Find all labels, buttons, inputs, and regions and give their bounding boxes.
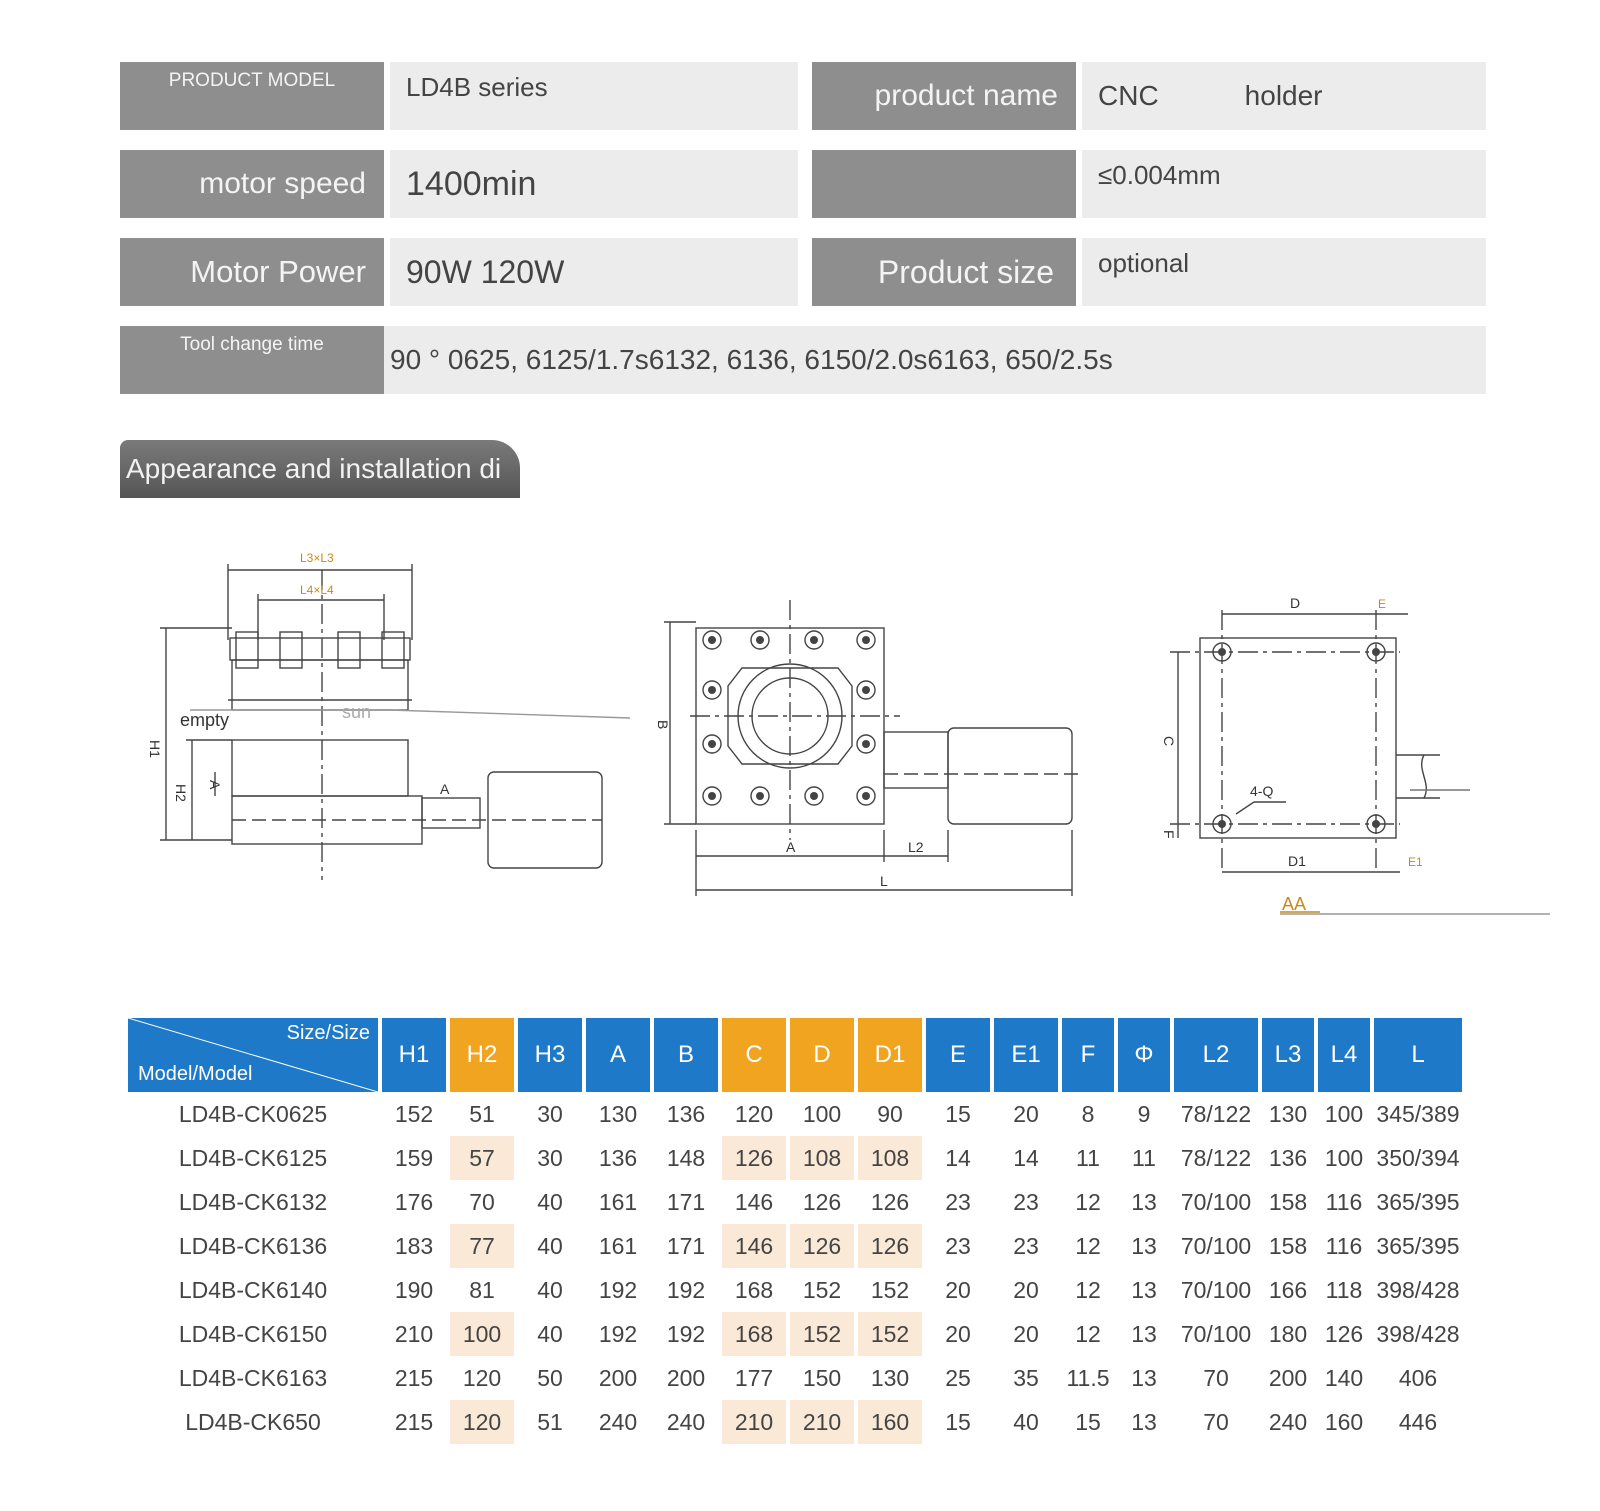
motor-power-value: 90W 120W (390, 238, 798, 306)
value-cell: 11.5 (1066, 1364, 1110, 1391)
col-c: C (722, 1018, 786, 1092)
value-cell: 140 (1324, 1364, 1364, 1391)
value-cell: 70 (1203, 1408, 1229, 1435)
value-cell: 152 (394, 1100, 434, 1127)
col-f: F (1062, 1018, 1114, 1092)
value-cell: 398/428 (1376, 1276, 1460, 1303)
value-cell: 12 (1075, 1320, 1101, 1347)
value-cell: 210 (722, 1400, 786, 1444)
model-cell: LD4B-CK6163 (178, 1364, 328, 1391)
value-cell: 12 (1075, 1188, 1101, 1215)
value-cell: 70 (469, 1188, 495, 1215)
value-cell: 171 (666, 1232, 706, 1259)
value-cell: 158 (1268, 1188, 1308, 1215)
label-c: C (1161, 736, 1177, 747)
accuracy-label (812, 150, 1076, 218)
value-cell: 365/395 (1376, 1232, 1460, 1259)
model-cell: LD4B-CK6125 (178, 1144, 328, 1171)
label-f: F (1161, 830, 1177, 839)
value-cell: 150 (802, 1364, 842, 1391)
top-view-drawing (664, 600, 1080, 896)
table-body (128, 1092, 1462, 1444)
value-cell: 15 (945, 1408, 971, 1435)
value-cell: 51 (469, 1100, 495, 1127)
value-cell: 51 (537, 1408, 563, 1435)
value-cell: 9 (1137, 1100, 1151, 1127)
label-e1: E1 (1408, 855, 1423, 869)
value-cell: 240 (598, 1408, 638, 1435)
value-cell: 30 (537, 1144, 563, 1171)
value-cell: 20 (945, 1320, 971, 1347)
value-cell: 215 (394, 1408, 434, 1435)
value-cell: 108 (790, 1136, 854, 1180)
value-cell: 350/394 (1376, 1144, 1460, 1171)
value-cell: 118 (1325, 1276, 1363, 1303)
table-row (128, 1356, 1462, 1400)
value-cell: 14 (1013, 1144, 1039, 1171)
value-cell: 146 (734, 1188, 774, 1215)
value-cell: 40 (537, 1276, 563, 1303)
value-cell: 116 (1325, 1188, 1363, 1215)
col-l: L (1374, 1018, 1462, 1092)
value-cell: 8 (1081, 1100, 1095, 1127)
value-cell: 130 (598, 1100, 638, 1127)
product-name-value-2: holder (1244, 80, 1323, 111)
value-cell: 13 (1131, 1364, 1157, 1391)
value-cell: 210 (790, 1400, 854, 1444)
product-model-value: LD4B series (390, 62, 798, 130)
value-cell: 152 (858, 1312, 922, 1356)
value-cell: 30 (537, 1100, 563, 1127)
product-size-label: Product size (812, 238, 1076, 306)
model-cell: LD4B-CK6140 (178, 1276, 328, 1303)
table-row (128, 1092, 1462, 1136)
value-cell: 40 (1013, 1408, 1039, 1435)
dimension-table (124, 1018, 1466, 1444)
value-cell: 152 (790, 1312, 854, 1356)
value-cell: 11 (1132, 1144, 1156, 1171)
tool-change-label: Tool change time (120, 326, 384, 394)
col-a: A (586, 1018, 650, 1092)
value-cell: 200 (666, 1364, 706, 1391)
value-cell: 136 (1268, 1144, 1308, 1171)
bolt-holes (703, 631, 1385, 833)
value-cell: 23 (945, 1188, 971, 1215)
value-cell: 78/122 (1180, 1100, 1252, 1127)
value-cell: 190 (394, 1276, 434, 1303)
value-cell: 13 (1131, 1320, 1157, 1347)
product-name-label: product name (812, 62, 1076, 130)
product-size-value: optional (1082, 238, 1486, 306)
value-cell: 11 (1076, 1144, 1100, 1171)
label-a-side: A (207, 780, 223, 790)
value-cell: 70/100 (1180, 1232, 1252, 1259)
value-cell: 159 (394, 1144, 434, 1171)
value-cell: 160 (858, 1400, 922, 1444)
value-cell: 100 (1324, 1144, 1364, 1171)
value-cell: 126 (858, 1224, 922, 1268)
value-cell: 166 (1268, 1276, 1308, 1303)
section-title-tab: Appearance and installation di (120, 440, 520, 498)
col-l4: L4 (1318, 1018, 1370, 1092)
value-cell: 200 (598, 1364, 638, 1391)
value-cell: 50 (537, 1364, 563, 1391)
value-cell: 20 (1013, 1100, 1039, 1127)
value-cell: 365/395 (1376, 1188, 1460, 1215)
value-cell: 20 (1013, 1320, 1039, 1347)
value-cell: 100 (1324, 1100, 1364, 1127)
table-row (128, 1180, 1462, 1224)
value-cell: 192 (598, 1320, 638, 1347)
value-cell: 108 (858, 1136, 922, 1180)
accuracy-value: ≤0.004mm (1082, 150, 1486, 218)
value-cell: 171 (666, 1188, 706, 1215)
value-cell: 192 (666, 1320, 706, 1347)
col-phi: Φ (1118, 1018, 1170, 1092)
value-cell: 183 (394, 1232, 434, 1259)
value-cell: 152 (870, 1276, 910, 1303)
value-cell: 192 (598, 1276, 638, 1303)
value-cell: 20 (945, 1276, 971, 1303)
value-cell: 126 (1324, 1320, 1364, 1347)
product-name-value-1: CNC (1098, 80, 1159, 111)
value-cell: 120 (734, 1100, 774, 1127)
corner-model-label: Model/Model (138, 1063, 253, 1085)
col-l3: L3 (1262, 1018, 1314, 1092)
motor-speed-label: motor speed (120, 150, 384, 218)
bolt-pattern-drawing (1170, 610, 1550, 914)
model-cell: LD4B-CK6150 (178, 1320, 328, 1347)
value-cell: 35 (1013, 1364, 1039, 1391)
value-cell: 70/100 (1180, 1320, 1252, 1347)
value-cell: 120 (462, 1364, 502, 1391)
value-cell: 161 (598, 1188, 638, 1215)
value-cell: 160 (1324, 1408, 1364, 1435)
value-cell: 240 (666, 1408, 706, 1435)
table-row (128, 1136, 1462, 1180)
label-4q: 4-Q (1250, 783, 1274, 799)
value-cell: 14 (945, 1144, 971, 1171)
value-cell: 12 (1075, 1232, 1101, 1259)
value-cell: 70 (1203, 1364, 1229, 1391)
value-cell: 77 (450, 1224, 514, 1268)
value-cell: 13 (1131, 1408, 1157, 1435)
model-cell: LD4B-CK650 (185, 1408, 321, 1435)
value-cell: 126 (870, 1188, 910, 1215)
label-l4: L4×L4 (300, 583, 334, 597)
motor-power-label: Motor Power (120, 238, 384, 306)
value-cell: 23 (1013, 1188, 1039, 1215)
value-cell: 210 (394, 1320, 434, 1347)
value-cell: 13 (1131, 1188, 1157, 1215)
value-cell: 40 (537, 1188, 563, 1215)
model-cell: LD4B-CK0625 (178, 1100, 328, 1127)
value-cell: 398/428 (1376, 1320, 1460, 1347)
value-cell: 13 (1131, 1276, 1157, 1303)
table-row (128, 1224, 1462, 1268)
value-cell: 126 (790, 1224, 854, 1268)
col-h1: H1 (382, 1018, 446, 1092)
label-sun: sun (342, 702, 372, 722)
value-cell: 126 (802, 1188, 842, 1215)
side-view-drawing (160, 564, 630, 880)
value-cell: 168 (722, 1312, 786, 1356)
corner-header (128, 1018, 378, 1092)
table-header-row (128, 1018, 1462, 1092)
model-cell: LD4B-CK6136 (178, 1232, 328, 1259)
value-cell: 130 (870, 1364, 910, 1391)
motor-speed-value: 1400min (390, 150, 798, 218)
value-cell: 152 (802, 1276, 842, 1303)
value-cell: 130 (1268, 1100, 1308, 1127)
value-cell: 57 (450, 1136, 514, 1180)
col-h3: H3 (518, 1018, 582, 1092)
col-d: D (790, 1018, 854, 1092)
value-cell: 126 (722, 1136, 786, 1180)
table-row (128, 1312, 1462, 1356)
value-cell: 161 (598, 1232, 638, 1259)
value-cell: 177 (734, 1364, 774, 1391)
value-cell: 158 (1268, 1232, 1308, 1259)
value-cell: 345/389 (1376, 1100, 1460, 1127)
value-cell: 70/100 (1180, 1188, 1252, 1215)
corner-size-label: Size/Size (286, 1022, 370, 1044)
col-l2: L2 (1174, 1018, 1258, 1092)
value-cell: 148 (666, 1144, 706, 1171)
label-l: L (880, 873, 888, 889)
value-cell: 446 (1398, 1408, 1438, 1435)
value-cell: 100 (802, 1100, 842, 1127)
table-row (128, 1400, 1462, 1444)
col-e: E (926, 1018, 990, 1092)
value-cell: 146 (722, 1224, 786, 1268)
value-cell: 192 (666, 1276, 706, 1303)
value-cell: 23 (1013, 1232, 1039, 1259)
value-cell: 15 (1075, 1408, 1101, 1435)
label-a-shaft: A (440, 781, 450, 797)
value-cell: 25 (945, 1364, 971, 1391)
value-cell: 120 (450, 1400, 514, 1444)
col-d1: D1 (858, 1018, 922, 1092)
value-cell: 40 (537, 1320, 563, 1347)
value-cell: 100 (450, 1312, 514, 1356)
value-cell: 215 (394, 1364, 434, 1391)
value-cell: 136 (598, 1144, 638, 1171)
label-h2: H2 (173, 784, 189, 802)
tool-change-value: 90 ° 0625, 6125/1.7s6132, 6136, 6150/2.0s6163, 650/2.5s (384, 326, 1486, 394)
value-cell: 240 (1268, 1408, 1308, 1435)
value-cell: 78/122 (1180, 1144, 1252, 1171)
value-cell: 70/100 (1180, 1276, 1252, 1303)
label-d1: D1 (1288, 853, 1306, 869)
value-cell: 81 (469, 1276, 495, 1303)
label-h1: H1 (147, 740, 163, 758)
value-cell: 200 (1268, 1364, 1308, 1391)
label-a: A (786, 839, 796, 855)
product-model-label: PRODUCT MODEL (120, 62, 384, 130)
value-cell: 12 (1075, 1276, 1101, 1303)
col-h2: H2 (450, 1018, 514, 1092)
label-empty: empty (180, 710, 230, 730)
table-row (128, 1268, 1462, 1312)
value-cell: 136 (666, 1100, 706, 1127)
value-cell: 15 (945, 1100, 971, 1127)
col-e1: E1 (994, 1018, 1058, 1092)
label-aa: AA (1282, 894, 1307, 914)
model-cell: LD4B-CK6132 (178, 1188, 328, 1215)
value-cell: 90 (877, 1100, 903, 1127)
value-cell: 180 (1268, 1320, 1308, 1347)
label-l3: L3×L3 (300, 551, 334, 565)
value-cell: 406 (1398, 1364, 1438, 1391)
value-cell: 168 (734, 1276, 774, 1303)
label-d: D (1290, 595, 1301, 611)
col-b: B (654, 1018, 718, 1092)
value-cell: 116 (1325, 1232, 1363, 1259)
value-cell: 23 (945, 1232, 971, 1259)
value-cell: 13 (1131, 1232, 1157, 1259)
value-cell: 20 (1013, 1276, 1039, 1303)
product-name-value (1082, 62, 1486, 130)
label-l2: L2 (908, 839, 924, 855)
label-b: B (655, 720, 671, 730)
value-cell: 176 (394, 1188, 434, 1215)
value-cell: 40 (537, 1232, 563, 1259)
installation-drawings (0, 540, 1600, 950)
label-e: E (1378, 597, 1387, 611)
